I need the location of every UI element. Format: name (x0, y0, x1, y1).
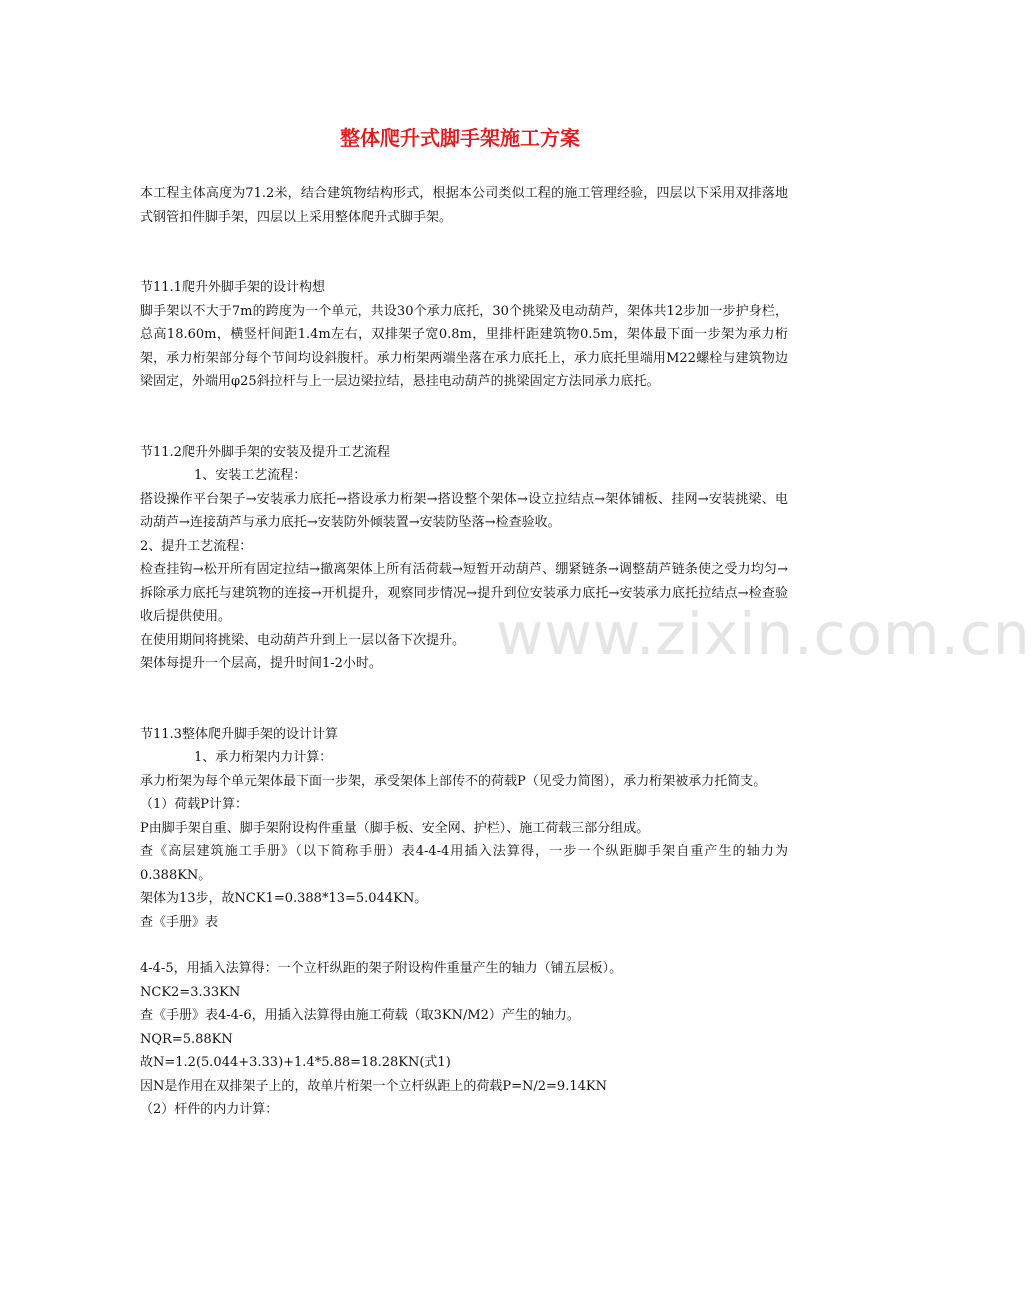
document-title: 整体爬升式脚手架施工方案 (340, 126, 580, 150)
intro-paragraph: 本工程主体高度为71.2米，结合建筑物结构形式，根据本公司类似工程的施工管理经验，四层以下采用双排落地式钢管扣件脚手架，四层以上采用整体爬升式脚手架。 (140, 186, 788, 225)
section-3-formula: NQR=5.88KN (140, 1031, 233, 1047)
section-2-lift-flow: 检查挂钩→松开所有固定拉结→撤离架体上所有活荷载→短暂开动葫芦、绷紧链条→调整葫芦链条使之受力均匀→拆除承力底托与建筑物的连接→开机提升，观察同步情况→提升到位安装承力底托→安装承力底托拉结点→检查验收后提供使用。 (140, 562, 788, 624)
document-body (140, 182, 788, 1122)
section-3-paragraph: （1）荷载P计算： (140, 797, 249, 812)
section-2-heading: 节11.2爬升外脚手架的安装及提升工艺流程 (140, 444, 390, 460)
section-3-subheading-truss: 1、承力桁架内力计算： (194, 750, 333, 765)
section-3-paragraph: 查《高层建筑施工手册》（以下简称手册）表4-4-4用插入法算得，一步一个纵距脚手架自重产生的轴力为0.388KN。 (140, 844, 788, 883)
section-2-subheading-install: 1、安装工艺流程： (194, 468, 307, 483)
section-1-paragraph: 脚手架以不大于7m的跨度为一个单元，共设30个承力底托，30个挑梁及电动葫芦，架体共12步加一步护身栏，总高18.60m，横竖杆间距1.4m左右，双排架子宽0.8m，里排杆距建筑物0.5m，架体最下面一步架为承力桁架，承力桁架部分每个节间均设斜腹杆。承力桁架两端坐落在承力底托上，承力底托里端用M22螺栓与建筑物边梁固定，外端用φ25斜拉杆与上一层边梁拉结，悬挂电动葫芦的挑梁固定方法同承力底托。 (140, 303, 788, 389)
section-1-heading: 节11.1爬升外脚手架的设计构想 (140, 280, 325, 295)
section-3-paragraph: P由脚手架自重、脚手架附设构件重量（脚手板、安全网、护栏）、施工荷载三部分组成。 (140, 820, 650, 836)
section-3-heading: 节11.3整体爬升脚手架的设计计算 (140, 726, 338, 742)
section-2-subheading-lift: 2、提升工艺流程： (140, 538, 253, 554)
watermark: www.zixin.com.cn (496, 600, 1031, 668)
section-3-paragraph: 查《手册》表 (140, 914, 219, 930)
section-2-paragraph-time: 架体每提升一个层高，提升时间1-2小时。 (140, 656, 382, 671)
section-3-paragraph: 4-4-5，用插入法算得：一个立杆纵距的架子附设构件重量产生的轴力（铺五层板）。 (140, 961, 623, 976)
section-3-paragraph: 因N是作用在双排架子上的，故单片桁架一个立杆纵距上的荷载P=N/2=9.14KN (140, 1078, 607, 1094)
section-2-install-flow: 搭设操作平台架子→安装承力底托→搭设承力桁架→搭设整个架体→设立拉结点→架体铺板、挂网→安装挑梁、电动葫芦→连接葫芦与承力底托→安装防外倾装置→安装防坠落→检查验收。 (140, 491, 788, 530)
section-3-paragraph: 架体为13步，故NCK1=0.388*13=5.044KN。 (140, 891, 428, 906)
section-3-paragraph: 承力桁架为每个单元架体最下面一步架，承受架体上部传不的荷载P（见受力简图），承力桁架被承力托简支。 (140, 773, 767, 789)
section-3-paragraph: （2）杆件的内力计算： (140, 1102, 279, 1117)
section-2-paragraph-usage: 在使用期间将挑梁、电动葫芦升到上一层以备下次提升。 (140, 632, 466, 648)
section-3-formula: NCK2=3.33KN (140, 984, 241, 1000)
section-3-formula: 故N=1.2(5.044+3.33)+1.4*5.88=18.28KN(式1) (140, 1055, 451, 1070)
section-3-paragraph: 查《手册》表4-4-6，用插入法算得由施工荷载（取3KN/M2）产生的轴力。 (140, 1008, 580, 1023)
